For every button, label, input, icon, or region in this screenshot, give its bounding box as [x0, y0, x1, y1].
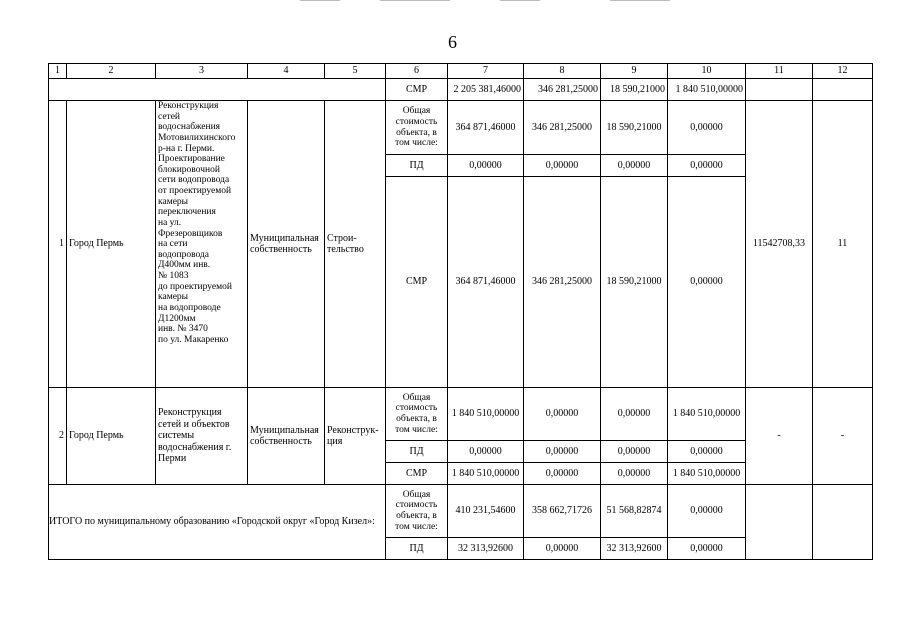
scan-artifact-line: [380, 0, 450, 1]
row-number: 2: [49, 388, 67, 485]
cost-type-cell: ПД: [386, 538, 448, 560]
value-cell: 346 281,25000: [524, 79, 601, 101]
ownership-cell: Муниципальная собственность: [248, 388, 325, 485]
value-cell: 0,00000: [668, 485, 746, 538]
value-cell: 0,00000: [601, 441, 668, 463]
cost-type-cell: Общая стоимость объекта, в том числе:: [386, 101, 448, 155]
header-cell: 2: [67, 64, 156, 79]
table-row: [49, 101, 873, 155]
header-cell: 11: [746, 64, 813, 79]
cost-type-cell: СМР: [386, 177, 448, 388]
value-cell: 0,00000: [668, 101, 746, 155]
empty-cell: [746, 485, 813, 560]
object-name-line: по ул. Макаренко: [158, 334, 229, 345]
object-name-line: сети водопровода: [158, 175, 230, 186]
table-header-row: [49, 64, 873, 79]
col12-cell: 11: [813, 101, 873, 388]
col11-cell: -: [746, 388, 813, 485]
value-cell: 410 231,54600: [448, 485, 524, 538]
object-name-line: р-на г. Перми.: [158, 143, 215, 154]
value-cell: 0,00000: [524, 538, 601, 560]
object-name-cell: [156, 101, 248, 388]
object-name-line: Мотовилихинского: [158, 132, 236, 143]
ownership-cell: Муниципальная собственность: [248, 101, 325, 388]
object-name-line: переключения: [158, 207, 216, 218]
value-cell: 51 568,82874: [601, 485, 668, 538]
header-cell: 7: [448, 64, 524, 79]
object-name-line: до проектируемой: [158, 281, 232, 292]
object-name-line: Фрезеровщиков: [158, 228, 223, 239]
value-cell: 0,00000: [524, 388, 601, 441]
value-cell: 2 205 381,46000: [448, 79, 524, 101]
object-name-line: инв. № 3470: [158, 324, 208, 335]
object-name-line: № 1083: [158, 271, 189, 281]
scan-artifact-line: [610, 0, 670, 1]
value-cell: 0,00000: [524, 441, 601, 463]
value-cell: 0,00000: [524, 463, 601, 485]
work-type-cell: Строи-тельство: [325, 101, 386, 388]
header-cell: 9: [601, 64, 668, 79]
header-cell: 10: [668, 64, 746, 79]
value-cell: 0,00000: [668, 177, 746, 388]
value-cell: 0,00000: [668, 538, 746, 560]
header-cell: 8: [524, 64, 601, 79]
col11-cell: 11542708,33: [746, 101, 813, 388]
header-cell: 5: [325, 64, 386, 79]
object-name-line: Д400мм инв.: [158, 260, 211, 271]
object-name-line: водопровода: [158, 249, 210, 260]
value-cell: 0,00000: [524, 155, 601, 177]
scan-artifact-line: [300, 0, 340, 1]
value-cell: 0,00000: [601, 388, 668, 441]
cost-type-cell: Общая стоимость объекта, в том числе:: [386, 485, 448, 538]
object-name-line: на сети: [158, 239, 188, 250]
header-cell: 12: [813, 64, 873, 79]
cost-type-cell: СМР: [386, 463, 448, 485]
empty-cell: [746, 79, 813, 101]
empty-cell: [813, 485, 873, 560]
value-cell: 32 313,92600: [448, 538, 524, 560]
cost-type-cell: СМР: [386, 79, 448, 101]
value-cell: 32 313,92600: [601, 538, 668, 560]
object-name-line: сетей: [158, 111, 181, 122]
value-cell: 0,00000: [601, 155, 668, 177]
object-name-line: на ул.: [158, 217, 182, 228]
municipality-cell: Город Пермь: [67, 101, 156, 388]
object-name-line: на водопроводе: [158, 302, 221, 313]
value-cell: 18 590,21000: [601, 79, 668, 101]
empty-cell: [49, 79, 386, 101]
header-cell: 3: [156, 64, 248, 79]
value-cell: 346 281,25000: [524, 101, 601, 155]
table-row: [49, 485, 873, 538]
value-cell: 0,00000: [601, 463, 668, 485]
cost-type-cell: Общая стоимость объекта, в том числе:: [386, 388, 448, 441]
object-name-line: Проектирование: [158, 154, 225, 165]
total-label: ИТОГО по муниципальному образованию «Городской округ «Город Кизел»:: [49, 485, 386, 560]
col12-cell: -: [813, 388, 873, 485]
cost-type-cell: ПД: [386, 155, 448, 177]
value-cell: 1 840 510,00000: [668, 388, 746, 441]
value-cell: 0,00000: [448, 155, 524, 177]
object-name-line: блокировочной: [158, 164, 220, 175]
value-cell: 0,00000: [668, 155, 746, 177]
cost-type-cell: ПД: [386, 441, 448, 463]
value-cell: 358 662,71726: [524, 485, 601, 538]
object-name-lines: [158, 101, 245, 345]
value-cell: 0,00000: [448, 441, 524, 463]
work-type-cell: Реконструк-ция: [325, 388, 386, 485]
header-cell: 6: [386, 64, 448, 79]
row-number: 1: [49, 101, 67, 388]
page-number: 6: [448, 32, 457, 52]
object-name-line: Д1200мм: [158, 313, 196, 324]
value-cell: 18 590,21000: [601, 177, 668, 388]
object-name-line: от проектируемой: [158, 186, 232, 196]
header-cell: 4: [248, 64, 325, 79]
empty-cell: [813, 79, 873, 101]
object-name-line: Реконструкция: [158, 101, 219, 111]
value-cell: 1 840 510,00000: [448, 388, 524, 441]
investment-table: [48, 63, 873, 560]
table-row: [49, 388, 873, 441]
object-name-cell: Реконструкция сетей и объектов системы водоснабжения г. Перми: [156, 388, 248, 485]
object-name-line: водоснабжения: [158, 122, 221, 133]
value-cell: 0,00000: [668, 441, 746, 463]
object-name-line: камеры: [158, 292, 189, 303]
value-cell: 1 840 510,00000: [448, 463, 524, 485]
value-cell: 364 871,46000: [448, 101, 524, 155]
object-name-line: камеры: [158, 196, 189, 207]
value-cell: 346 281,25000: [524, 177, 601, 388]
value-cell: 1 840 510,00000: [668, 463, 746, 485]
table-row: [49, 79, 873, 101]
scan-artifact-line: [500, 0, 540, 1]
value-cell: 1 840 510,00000: [668, 79, 746, 101]
value-cell: 364 871,46000: [448, 177, 524, 388]
municipality-cell: Город Пермь: [67, 388, 156, 485]
value-cell: 18 590,21000: [601, 101, 668, 155]
header-cell: 1: [49, 64, 67, 79]
